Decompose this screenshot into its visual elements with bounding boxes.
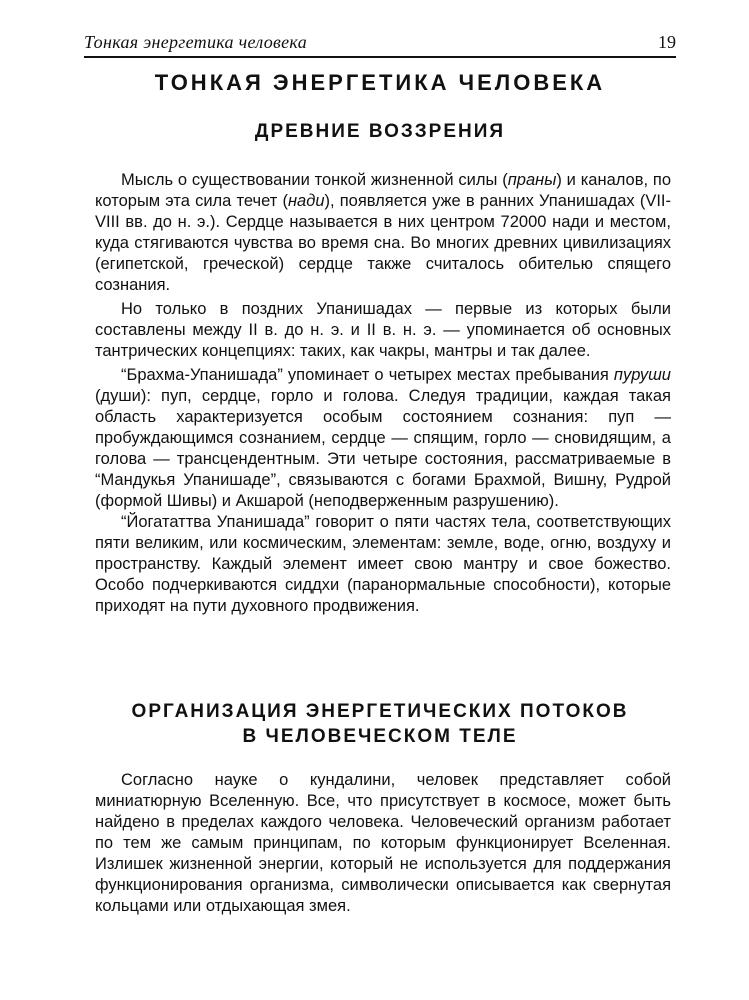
term-nadi: нади [287,192,325,210]
page-number: 19 [658,32,676,52]
section-heading-line: В ЧЕЛОВЕЧЕСКОМ ТЕЛЕ [242,726,518,747]
section-heading-energy-flows [84,699,676,749]
running-head-title: Тонкая энергетика человека [84,32,307,52]
chapter-title: ТОНКАЯ ЭНЕРГЕТИКА ЧЕЛОВЕКА [154,70,606,95]
paragraph: Согласно науке о кундалини, человек представляет собой миниатюрную Вселенную. Все, что присутствует в космосе, может быть найдено в пределах каждого человека. Человеческий организм работает по тем же самым принципам, по которым функционирует Вселенная. Излишек жизненной энергии, который не используется для поддержания функционирования организма, символически описывается как свернутая кольцами или отдыхающая змея. [95,771,671,915]
section-energy-flows-text [95,770,671,917]
paragraph: Но только в поздних Упанишадах — первые из которых были составлены между II в. до н. э. и II в. н. э. — упоминается об основных тантрических концепциях: таких, как чакры, мантры и так далее. [95,300,671,360]
section-heading-ancient-views: ДРЕВНИЕ ВОЗЗРЕНИЯ [254,121,506,142]
paragraph: “Йогататтва Упанишада” говорит о пяти частях тела, соответствующих пяти великим, или космическим, элементам: земле, воде, огню, воздуху и пространству. Каждый элемент имеет свою мантру и свое божество. Особо подчеркиваются сиддхи (паранормальные способности), которые приходят на пути духовного продвижения. [95,513,671,615]
term-prana: праны [507,171,557,189]
paragraph: Мысль о существовании тонкой жизненной силы (праны) и каналов, по которым эта сила течет (нади), появляется уже в ранних Упанишадах (VII-VIII вв. до н. э.). Сердце называется в них центром 72000 нади и местом, куда стягиваются чувства во время сна. Во многих древних цивилизациях (египетской, греческой) сердце также считалось обителью спящего сознания. [95,171,672,294]
term-purusha: пуруши [613,366,671,384]
section-heading-line: ОРГАНИЗАЦИЯ ЭНЕРГЕТИЧЕСКИХ ПОТОКОВ [131,701,629,722]
running-head [84,30,676,58]
paragraph: “Брахма-Упанишада” упоминает о четырех местах пребывания пуруши (души): пуп, сердце, горло и голова. Следуя традиции, каждая такая область характеризуется особым состоянием сознания: пуп — пробуждающимся сознанием, сердце — спящим, горло — сновидящим, а голова — трансцендентным. Эти четыре состояния, рассматриваемые в “Мандукья Упанишаде”, связываются с богами Брахмой, Вишну, Рудрой (формой Шивы) и Акшарой (неподверженным разрушению). [95,366,671,510]
section-ancient-views-text [95,170,671,617]
